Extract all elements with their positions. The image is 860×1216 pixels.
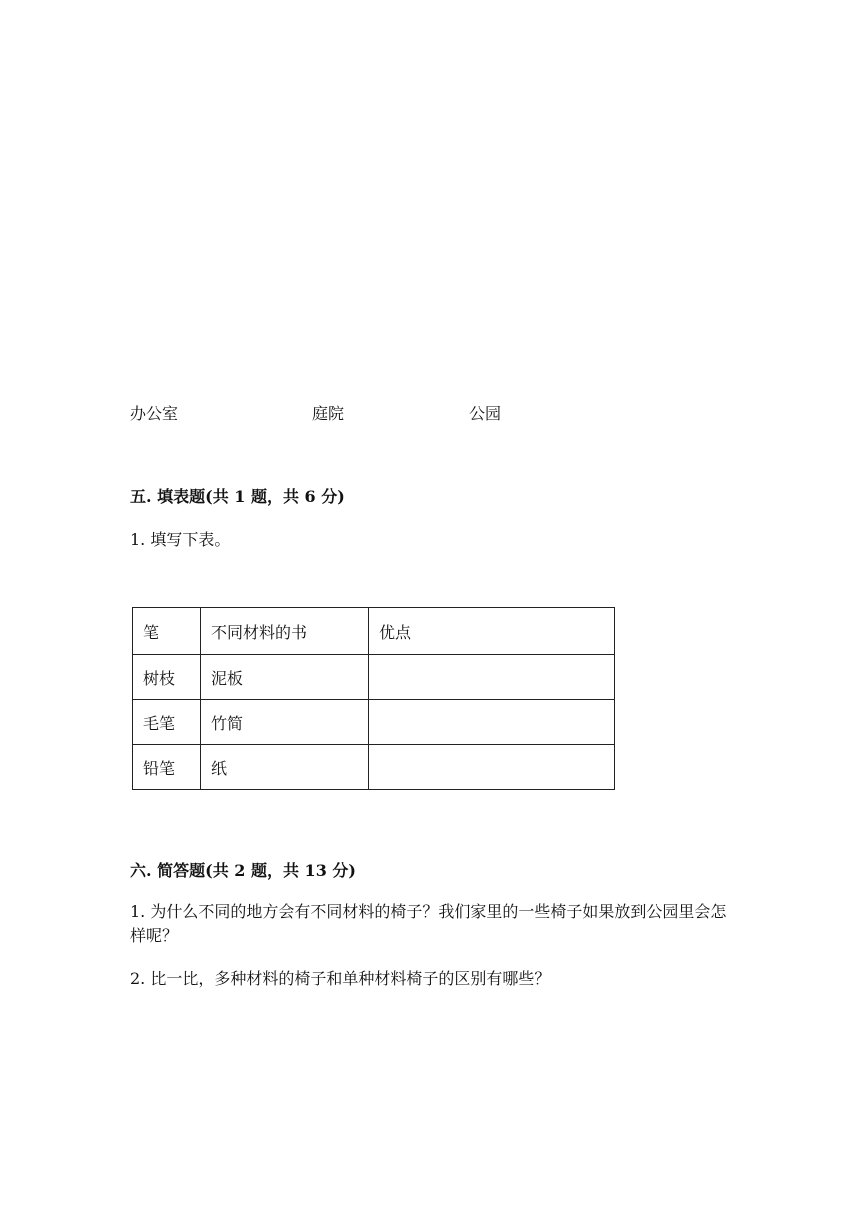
table-cell: 纸: [201, 745, 369, 790]
table-cell: 毛笔: [133, 700, 201, 745]
section-5-question-1: 1. 填写下表。: [130, 530, 231, 549]
table-cell: 铅笔: [133, 745, 201, 790]
table-row: [133, 745, 615, 790]
table-cell-blank: [369, 700, 615, 745]
section-5-title: 五. 填表题(共 1 题，共 6 分): [130, 487, 345, 506]
table-header-cell: 不同材料的书: [201, 608, 369, 655]
table-cell: 树枝: [133, 655, 201, 700]
table-row: [133, 700, 615, 745]
fill-in-table: [132, 607, 615, 790]
table-row: [133, 655, 615, 700]
place-label-courtyard: 庭院: [312, 404, 345, 423]
table-header-cell: 笔: [133, 608, 201, 655]
section-6-question-1: 1. 为什么不同的地方会有不同材料的椅子？我们家里的一些椅子如果放到公园里会怎样呢？: [130, 902, 727, 945]
table-cell-blank: [369, 745, 615, 790]
place-label-park: 公园: [469, 404, 502, 423]
table-cell-blank: [369, 655, 615, 700]
table-cell: 竹简: [201, 700, 369, 745]
place-label-office: 办公室: [130, 404, 179, 423]
table-header-row: [133, 608, 615, 655]
table-cell: 泥板: [201, 655, 369, 700]
section-6-question-2: 2. 比一比，多种材料的椅子和单种材料椅子的区别有哪些？: [130, 969, 551, 988]
section-6-title: 六. 简答题(共 2 题，共 13 分): [130, 861, 356, 880]
table-header-cell: 优点: [369, 608, 615, 655]
